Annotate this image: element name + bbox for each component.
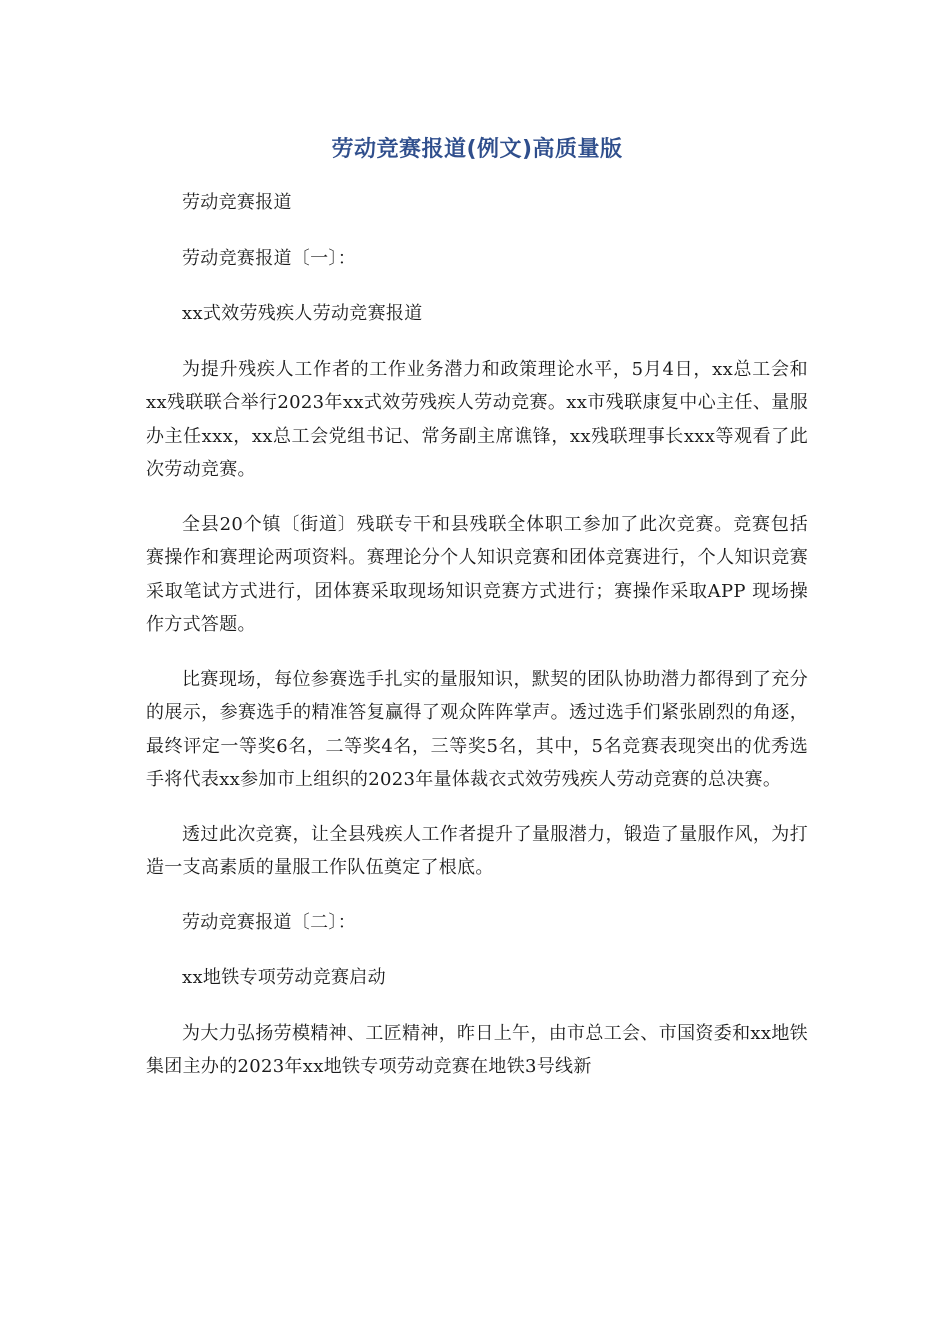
article-title-1: xx式效劳残疾人劳动竞赛报道	[182, 303, 423, 324]
body-paragraph: 为提升残疾人工作者的工作业务潜力和政策理论水平，5月4日，xx总工会和xx残联联合举行2023年xx式效劳残疾人劳动竞赛。xx市残联康复中心主任、量服办主任xxx，xx总工会党组书记、常务副主席谯锋，xx残联理事长xxx等观看了此次劳动竞赛。	[146, 358, 808, 480]
body-paragraph: 比赛现场，每位参赛选手扎实的量服知识，默契的团队协助潜力都得到了充分的展示，参赛选手的精准答复赢得了观众阵阵掌声。透过选手们紧张剧烈的角逐，最终评定一等奖6名，二等奖4名，三等奖5名，其中，5名竞赛表现突出的优秀选手将代表xx参加市上组织的2023年量体裁衣式效劳残疾人劳动竞赛的总决赛。	[146, 668, 808, 790]
section-heading-2: 劳动竞赛报道〔二〕：	[182, 911, 356, 933]
body-paragraph: 全县20个镇〔街道〕残联专干和县残联全体职工参加了此次竞赛。竞赛包括赛操作和赛理论两项资料。赛理论分个人知识竞赛和团体竞赛进行，个人知识竞赛采取笔试方式进行，团体赛采取现场知识竞赛方式进行；赛操作采取APP 现场操作方式答题。	[146, 513, 808, 635]
body-paragraph: 透过此次竞赛，让全县残疾人工作者提升了量服潜力，锻造了量服作风，为打造一支高素质的量服工作队伍奠定了根底。	[146, 823, 808, 878]
body-paragraph: 为大力弘扬劳模精神、工匠精神，昨日上午，由市总工会、市国资委和xx地铁集团主办的2023年xx地铁专项劳动竞赛在地铁3号线新	[146, 1022, 808, 1077]
section-heading: 劳动竞赛报道	[182, 192, 292, 213]
article-title-2: xx地铁专项劳动竞赛启动	[182, 967, 386, 988]
document-title: 劳动竞赛报道(例文)高质量版	[331, 137, 623, 162]
section-heading-1: 劳动竞赛报道〔一〕：	[182, 247, 356, 269]
